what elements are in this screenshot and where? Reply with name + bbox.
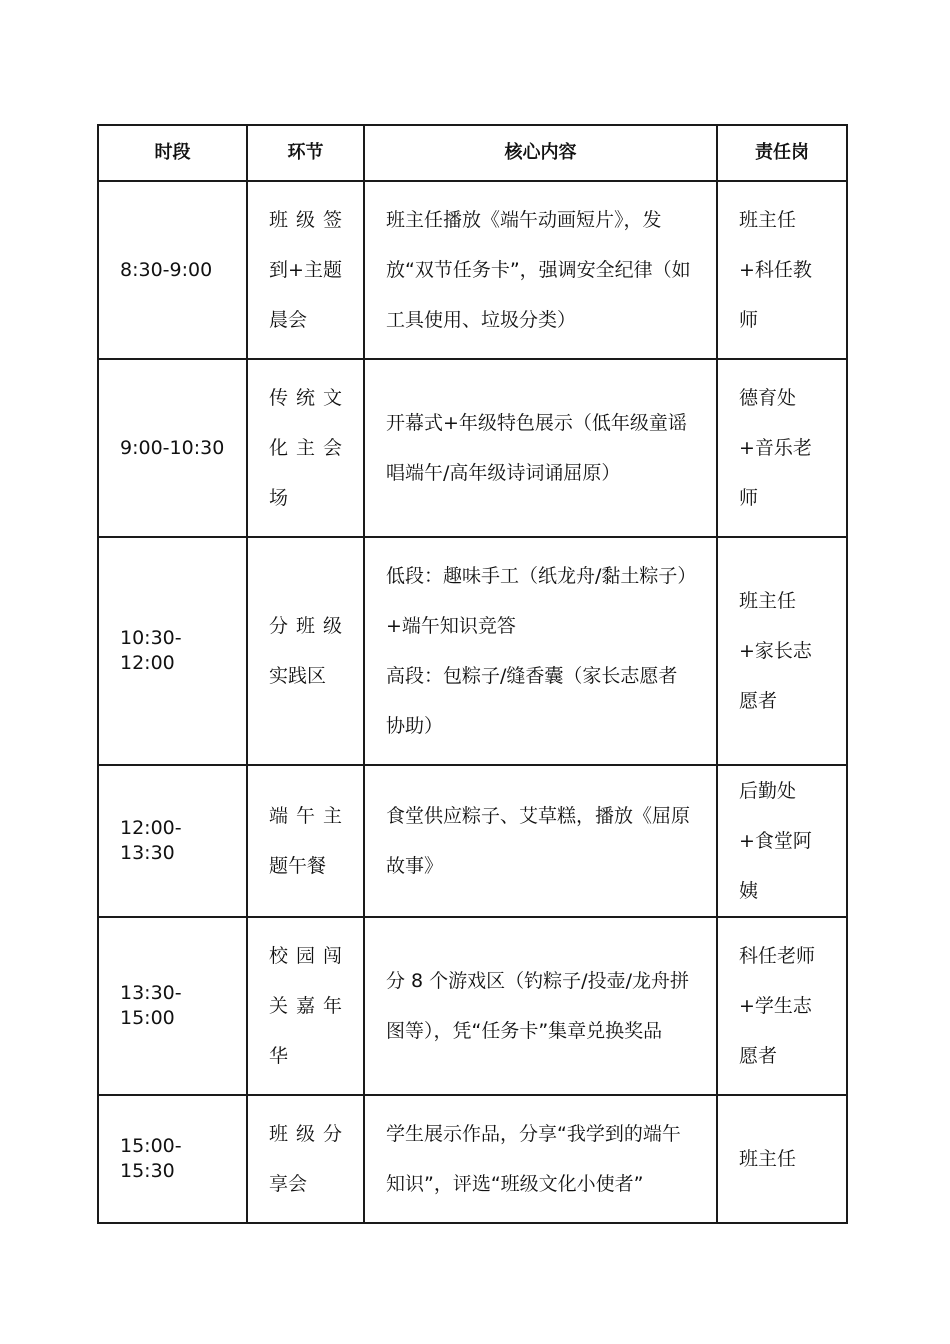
content-cell: 班主任播放《端午动画短片》，发放“双节任务卡”，强调安全纪律（如工具使用、垃圾分类） bbox=[364, 181, 717, 359]
time-cell: 15:00-15:30 bbox=[98, 1095, 247, 1223]
table-row bbox=[98, 765, 847, 917]
owner-cell: 班主任 bbox=[717, 1095, 847, 1223]
content-cell: 开幕式+年级特色展示（低年级童谣唱端午/高年级诗词诵屈原） bbox=[364, 359, 717, 537]
section-cell: 校园闯关嘉年华 bbox=[247, 917, 364, 1095]
owner-cell: 班主任+科任教师 bbox=[717, 181, 847, 359]
table-row bbox=[98, 1095, 847, 1223]
owner-cell: 德育处+音乐老师 bbox=[717, 359, 847, 537]
table-header-row bbox=[98, 125, 847, 181]
section-cell: 班级签到+主题晨会 bbox=[247, 181, 364, 359]
header-time: 时段 bbox=[98, 125, 247, 181]
time-cell: 12:00-13:30 bbox=[98, 765, 247, 917]
table-row bbox=[98, 181, 847, 359]
schedule-table bbox=[97, 124, 848, 1224]
content-line-low: 低段：趣味手工（纸龙舟/黏土粽子）+端午知识竞答 bbox=[386, 565, 687, 637]
time-cell: 9:00-10:30 bbox=[98, 359, 247, 537]
time-cell: 10:30-12:00 bbox=[98, 537, 247, 765]
time-cell: 13:30-15:00 bbox=[98, 917, 247, 1095]
content-cell: 学生展示作品，分享“我学到的端午知识”，评选“班级文化小使者” bbox=[364, 1095, 717, 1223]
owner-cell: 后勤处+食堂阿姨 bbox=[717, 765, 847, 917]
header-section: 环节 bbox=[247, 125, 364, 181]
section-cell: 班级分享会 bbox=[247, 1095, 364, 1223]
owner-cell: 班主任+家长志愿者 bbox=[717, 537, 847, 765]
content-cell: 分 8 个游戏区（钓粽子/投壶/龙舟拼图等），凭“任务卡”集章兑换奖品 bbox=[364, 917, 717, 1095]
section-cell: 分班级实践区 bbox=[247, 537, 364, 765]
owner-cell: 科任老师+学生志愿者 bbox=[717, 917, 847, 1095]
header-content: 核心内容 bbox=[364, 125, 717, 181]
table-row bbox=[98, 917, 847, 1095]
table-row bbox=[98, 537, 847, 765]
section-cell: 端午主题午餐 bbox=[247, 765, 364, 917]
table-row bbox=[98, 359, 847, 537]
header-owner: 责任岗 bbox=[717, 125, 847, 181]
content-cell bbox=[364, 537, 717, 765]
content-cell: 食堂供应粽子、艾草糕，播放《屈原故事》 bbox=[364, 765, 717, 917]
content-line-high: 高段：包粽子/缝香囊（家长志愿者协助） bbox=[386, 665, 678, 737]
time-cell: 8:30-9:00 bbox=[98, 181, 247, 359]
section-cell: 传统文化主会场 bbox=[247, 359, 364, 537]
